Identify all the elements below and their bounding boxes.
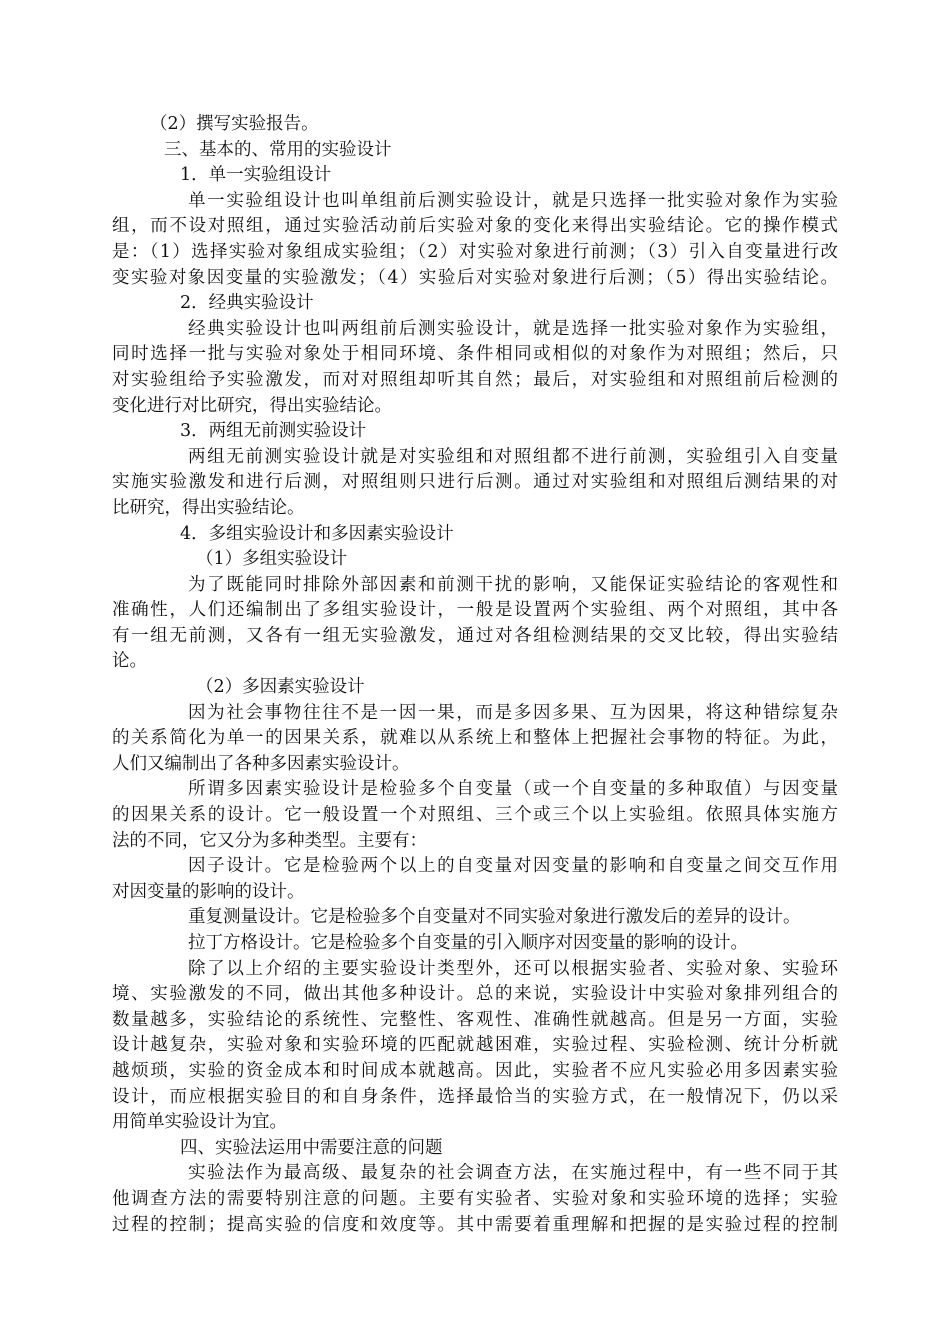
text-line: 实验法作为最高级、最复杂的社会调查方法，在实施过程中，有一些不同于其 — [188, 1163, 838, 1184]
text-line: 用简单实验设计为宜。 — [112, 1112, 287, 1133]
text-line: 比研究，得出实验结论。 — [112, 497, 305, 518]
text-line: 设计越复杂，实验对象和实验环境的匹配就越困难，实验过程、实验检测、统计分析就 — [112, 1035, 838, 1056]
text-line: （2）撰写实验报告。 — [150, 114, 319, 134]
text-line: 单一实验组设计也叫单组前后测实验设计，就是只选择一批实验对象作为实验 — [188, 190, 838, 211]
subsection-heading: 4．多组实验设计和多因素实验设计 — [180, 523, 454, 544]
text-line: 论。 — [112, 651, 147, 672]
text-line: 所谓多因素实验设计是检验多个自变量（或一个自变量的多种取值）与因变量 — [188, 779, 838, 800]
text-line: 对因变量的影响的设计。 — [112, 881, 305, 902]
subsection-heading: 2．经典实验设计 — [180, 293, 314, 314]
sub-subsection-heading: （1）多组实验设计 — [196, 549, 348, 570]
text-line: 境、实验激发的不同，做出其他多种设计。总的来说，实验设计中实验对象排列组合的 — [112, 984, 838, 1005]
subsection-heading: 3．两组无前测实验设计 — [180, 421, 367, 442]
text-line: 因为社会事物往往不是一因一果，而是多因多果、互为因果，将这种错综复杂 — [188, 702, 838, 723]
text-line: 是：（1）选择实验对象组成实验组；（2）对实验对象进行前测；（3）引入自变量进行改 — [112, 241, 838, 262]
text-line: 过程的控制；提高实验的信度和效度等。其中需要着重理解和把握的是实验过程的控制 — [112, 1214, 838, 1235]
text-line: 组，而不设对照组，通过实验活动前后实验对象的变化来得出实验结论。它的操作模式 — [112, 216, 838, 237]
text-line: 越烦琐，实验的资金成本和时间成本就越高。因此，实验者不应凡实验必用多因素实验 — [112, 1060, 838, 1081]
text-line: 变实验对象因变量的实验激发；（4）实验后对实验对象进行后测；（5）得出实验结论。 — [112, 267, 838, 288]
text-line: 准确性，人们还编制出了多组实验设计，一般是设置两个实验组、两个对照组，其中各 — [112, 600, 838, 621]
text-line: 两组无前测实验设计就是对实验组和对照组都不进行前测，实验组引入自变量 — [188, 446, 838, 467]
text-line: 的因果关系的设计。它一般设置一个对照组、三个或三个以上实验组。依照具体实施方 — [112, 805, 838, 826]
text-line: 的关系简化为单一的因果关系，就难以从系统上和整体上把握社会事物的特征。为此， — [112, 728, 838, 749]
text-line: 对实验组给予实验激发，而对对照组却听其自然；最后，对实验组和对照组前后检测的 — [112, 369, 838, 390]
text-line: 重复测量设计。它是检验多个自变量对不同实验对象进行激发后的差异的设计。 — [188, 907, 801, 928]
text-line: 同时选择一批与实验对象处于相同环境、条件相同或相似的对象作为对照组；然后，只 — [112, 344, 838, 365]
text-line: 有一组无前测，又各有一组无实验激发，通过对各组检测结果的交叉比较，得出实验结 — [112, 625, 838, 646]
text-line: 为了既能同时排除外部因素和前测干扰的影响，又能保证实验结论的客观性和 — [188, 574, 838, 595]
text-line: 法的不同，它又分为多种类型。主要有： — [112, 830, 427, 851]
text-line: 拉丁方格设计。它是检验多个自变量的引入顺序对因变量的影响的设计。 — [188, 933, 748, 953]
text-line: 实施实验激发和进行后测，对照组则只进行后测。通过对实验组和对照组后测结果的对 — [112, 472, 838, 493]
section-heading: 四、实验法运用中需要注意的问题 — [180, 1137, 443, 1158]
text-line: 数量越多，实验结论的系统性、完整性、客观性、准确性就越高。但是另一方面，实验 — [112, 1009, 838, 1030]
subsection-heading: 1．单一实验组设计 — [180, 165, 332, 186]
text-line: 除了以上介绍的主要实验设计类型外，还可以根据实验者、实验对象、实验环 — [188, 958, 838, 979]
text-line: 人们又编制出了各种多因素实验设计。 — [112, 753, 410, 774]
text-line: 因子设计。它是检验两个以上的自变量对因变量的影响和自变量之间交互作用 — [188, 856, 838, 877]
text-line: 设计，而应根据实验目的和自身条件，选择最恰当的实验方式，在一般情况下，仍以采 — [112, 1086, 838, 1107]
text-line: 他调查方法的需要特别注意的问题。主要有实验者、实验对象和实验环境的选择；实验 — [112, 1188, 838, 1209]
sub-subsection-heading: （2）多因素实验设计 — [196, 677, 365, 698]
text-line: 变化进行对比研究，得出实验结论。 — [112, 395, 392, 416]
document-page — [112, 112, 838, 1238]
section-heading: 三、基本的、常用的实验设计 — [164, 139, 392, 160]
text-line: 经典实验设计也叫两组前后测实验设计，就是选择一批实验对象作为实验组， — [188, 318, 838, 339]
